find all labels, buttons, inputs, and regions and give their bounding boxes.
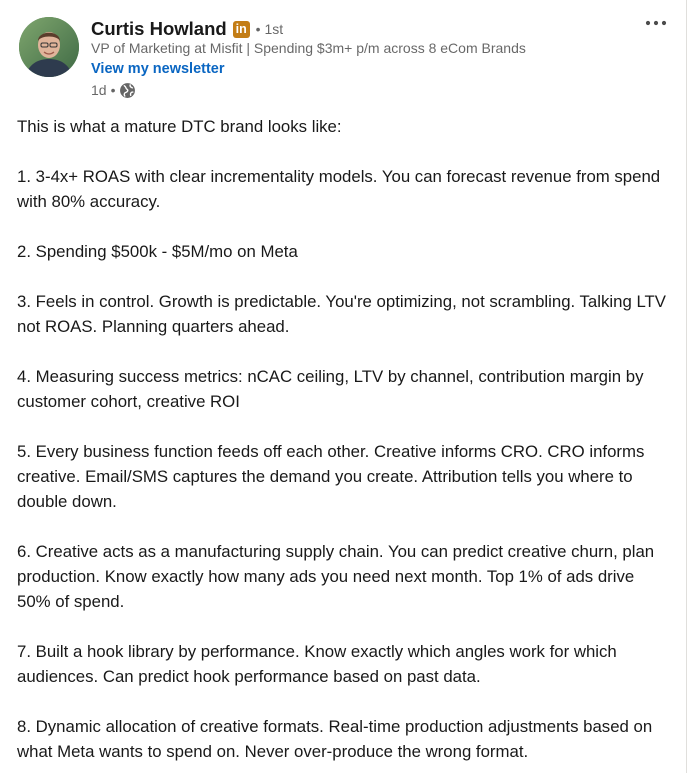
post-intro: This is what a mature DTC brand looks like: bbox=[17, 117, 342, 136]
post-point-3: 3. Feels in control. Growth is predictable. You're optimizing, not scrambling. Talking LTV not ROAS. Planning quarters ahead. bbox=[17, 292, 666, 336]
author-avatar[interactable] bbox=[19, 17, 79, 77]
avatar-photo bbox=[19, 17, 79, 77]
author-headline: VP of Marketing at Misfit | Spending $3m+ p/m across 8 eCom Brands bbox=[91, 40, 526, 56]
meta-separator: • bbox=[110, 82, 116, 98]
post-body bbox=[17, 114, 672, 764]
post-meta bbox=[91, 81, 136, 99]
globe-icon bbox=[119, 82, 136, 99]
post-point-4: 4. Measuring success metrics: nCAC ceiling, LTV by channel, contribution margin by customer cohort, creative ROI bbox=[17, 367, 644, 411]
post-point-2: 2. Spending $500k - $5M/mo on Meta bbox=[17, 242, 298, 261]
more-horizontal-icon bbox=[645, 20, 667, 26]
post-point-8: 8. Dynamic allocation of creative formats. Real-time production adjustments based on what Meta wants to spend on. Never over-produce the wrong format. bbox=[17, 717, 653, 761]
linkedin-premium-icon: in bbox=[233, 21, 250, 38]
connection-degree: • 1st bbox=[255, 21, 284, 37]
author-name[interactable]: Curtis Howland bbox=[91, 18, 227, 39]
post-time: 1d bbox=[91, 82, 107, 98]
post-point-6: 6. Creative acts as a manufacturing supply chain. You can predict creative churn, plan production. Know exactly how many ads you need next month. Top 1% of ads drive 50% of spend. bbox=[17, 542, 655, 611]
more-options-button[interactable] bbox=[642, 12, 670, 34]
post-point-1: 1. 3-4x+ ROAS with clear incrementality models. You can forecast revenue from spend with 80% accuracy. bbox=[17, 167, 661, 211]
author-name-row bbox=[91, 16, 283, 42]
view-newsletter-link[interactable]: View my newsletter bbox=[91, 61, 225, 77]
post-point-7: 7. Built a hook library by performance. Know exactly which angles work for which audiences. Can predict hook performance based on past data. bbox=[17, 642, 617, 686]
post-point-5: 5. Every business function feeds off each other. Creative informs CRO. CRO informs creative. Email/SMS captures the demand you create. Attribution tells you where to double down. bbox=[17, 442, 645, 511]
